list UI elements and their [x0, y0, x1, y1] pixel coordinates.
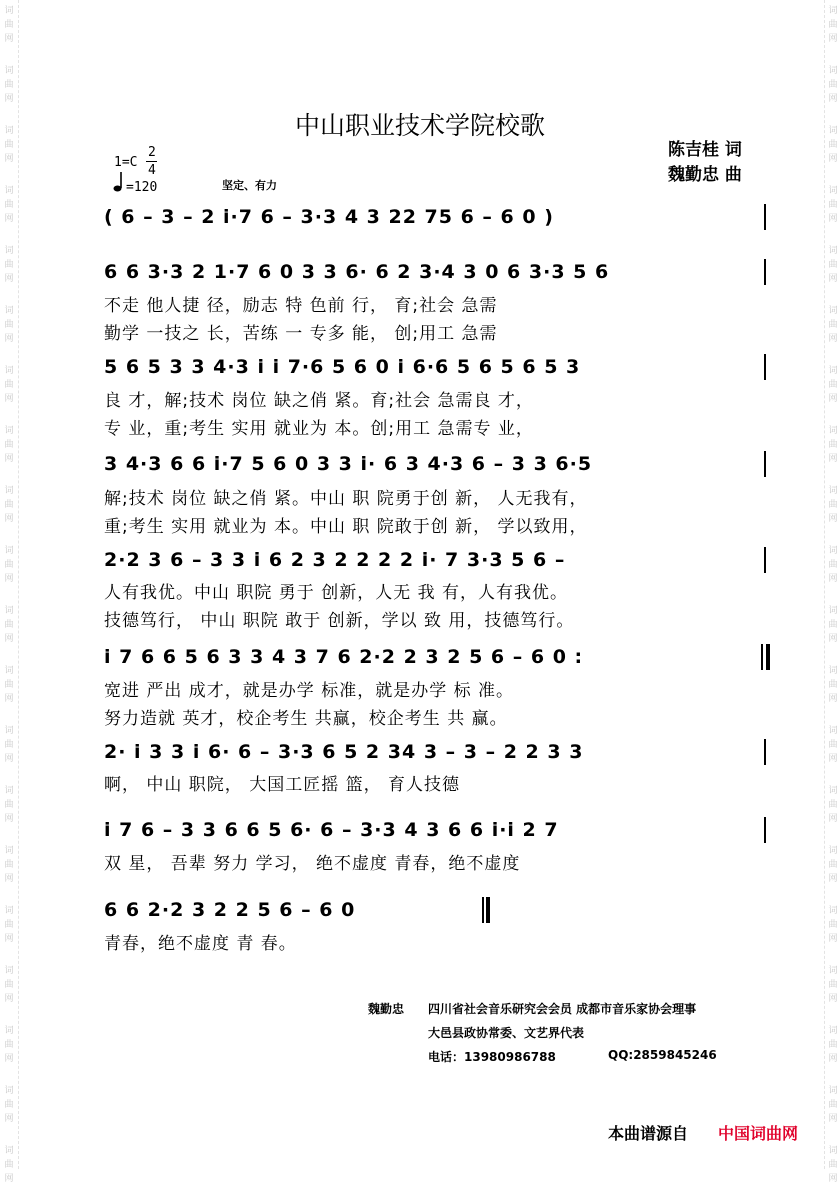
watermark-text: 词 曲 网 [4, 486, 14, 524]
lyric-line-verse1: 良 才，解;技术 岗位 缺之俏 紧。育;社会 急需良 才， [104, 391, 534, 411]
lyric-line-verse2: 勤学 一技之 长，苦练 一 专多 能， 创;用工 急需 [104, 324, 498, 344]
expression-marking: 坚定、有力 [222, 179, 277, 192]
lyric-line-verse2: 重;考生 实用 就业为 本。中山 职 院敢于创 新， 学以致用， [104, 517, 588, 537]
source-label: 本曲谱源自 [608, 1124, 689, 1143]
notation-row [104, 202, 772, 232]
watermark-text: 词 曲 网 [4, 126, 14, 164]
source-site-link[interactable]: 中国词曲网 [718, 1124, 799, 1143]
lyric-line-verse2: 努力造就 英才，校企考生 共赢，校企考生 共 赢。 [104, 709, 508, 729]
time-signature-denominator: 4 [148, 163, 156, 178]
watermark-text: 词 曲 网 [828, 1086, 838, 1124]
watermark-text: 词 曲 网 [828, 366, 838, 404]
notation-row [104, 737, 772, 767]
watermark-text: 词 曲 网 [4, 1086, 14, 1124]
watermark-text: 词 曲 网 [828, 786, 838, 824]
watermark-text: 词 曲 网 [828, 6, 838, 44]
lyric-line: 青春，绝不虚度 青 春。 [104, 934, 297, 954]
watermark-text: 词 曲 网 [4, 846, 14, 884]
watermark-text: 词 曲 网 [4, 666, 14, 704]
lyric-line: 双 星， 吾辈 努力 学习， 绝不虚度 青春，绝不虚度 [104, 854, 521, 874]
notation-row [104, 352, 772, 382]
notation-row [104, 815, 772, 845]
notation-row [104, 257, 772, 287]
notation-row [104, 449, 772, 479]
watermark-text: 词 曲 网 [828, 246, 838, 284]
jianpu-notes: i 7 6 – 3 3 6 6 5 6· 6 – 3·3 4 3 6 6 i·i 2 7 [104, 819, 559, 841]
jianpu-notes: 6 6 2·2 3 2 2 5 6 – 6 0 [104, 899, 356, 921]
author-position: 大邑县政协常委、文艺界代表 [428, 1026, 585, 1040]
composer-credit: 魏勤忠 曲 [668, 165, 742, 185]
time-signature-numerator: 2 [148, 145, 156, 160]
lyric-line-verse1: 不走 他人捷 径，励志 特 色前 行， 育;社会 急需 [104, 296, 498, 316]
watermark-text: 词 曲 网 [4, 1026, 14, 1064]
lyric-line: 啊， 中山 职院， 大国工匠摇 篮， 育人技德 [104, 775, 461, 795]
watermark-text: 词 曲 网 [4, 966, 14, 1004]
watermark-text: 词 曲 网 [828, 426, 838, 464]
watermark-text: 词 曲 网 [828, 546, 838, 584]
watermark-text: 词 曲 网 [4, 186, 14, 224]
watermark-text: 词 曲 网 [828, 186, 838, 224]
watermark-text: 词 曲 网 [4, 246, 14, 284]
jianpu-notes: 5 6 5 3 3 4·3 i i 7·6 5 6 0 i 6·6 5 6 5 6 5 3 [104, 356, 581, 378]
jianpu-notes: 2·2 3 6 – 3 3 i 6 2 3 2 2 2 2 i· 7 3·3 5 6 – [104, 549, 566, 571]
tempo-marking: =120 [126, 180, 158, 195]
watermark-text: 词 曲 网 [828, 666, 838, 704]
watermark-text: 词 曲 网 [4, 546, 14, 584]
watermark-text: 词 曲 网 [4, 786, 14, 824]
watermark-text: 词 曲 网 [828, 306, 838, 344]
author-qq: QQ:2859845246 [608, 1048, 717, 1062]
quarter-note-icon [112, 170, 126, 194]
watermark-text: 词 曲 网 [4, 606, 14, 644]
key-signature: 1=C [114, 155, 138, 170]
jianpu-notes: i 7 6 6 5 6 3 3 4 3 7 6 2·2 2 3 2 5 6 – 6 0 : [104, 646, 584, 668]
notation-row [104, 642, 772, 672]
jianpu-notes: 2· i 3 3 i 6· 6 – 3·3 6 5 2 34 3 – 3 – 2 2 3 3 [104, 741, 584, 763]
jianpu-notes: 6 6 3·3 2 1·7 6 0 3 3 6· 6 2 3·4 3 0 6 3·3 5 6 [104, 261, 610, 283]
watermark-text: 词 曲 网 [828, 906, 838, 944]
author-phone: 电话：13980986788 [428, 1050, 556, 1064]
author-name: 魏勤忠 [368, 1002, 405, 1016]
lyric-line-verse1: 宽进 严出 成才，就是办学 标准，就是办学 标 准。 [104, 681, 515, 701]
watermark-text: 词 曲 网 [828, 846, 838, 884]
watermark-text: 词 曲 网 [828, 606, 838, 644]
lyric-line-verse1: 解;技术 岗位 缺之俏 紧。中山 职 院勇于创 新， 人无我有， [104, 489, 588, 509]
lyric-line-verse2: 技德笃行， 中山 职院 敢于 创新，学以 致 用，技德笃行。 [104, 611, 575, 631]
page-title: 中山职业技术学院校歌 [294, 111, 545, 140]
watermark-text: 词 曲 网 [4, 6, 14, 44]
watermark-text: 词 曲 网 [4, 1146, 14, 1184]
watermark-text: 词 曲 网 [828, 1146, 838, 1184]
watermark-text: 词 曲 网 [4, 426, 14, 464]
watermark-text: 词 曲 网 [4, 366, 14, 404]
author-memberships: 四川省社会音乐研究会会员 成都市音乐家协会理事 [428, 1002, 697, 1016]
watermark-text: 词 曲 网 [4, 726, 14, 764]
jianpu-notes: 3 4·3 6 6 i·7 5 6 0 3 3 i· 6 3 4·3 6 – 3 3 6·5 [104, 453, 593, 475]
lyric-line-verse2: 专 业，重;考生 实用 就业为 本。创;用工 急需专 业， [104, 419, 534, 439]
watermark-text: 词 曲 网 [828, 66, 838, 104]
watermark-text: 词 曲 网 [828, 726, 838, 764]
notation-row [104, 545, 772, 575]
lyric-line-verse1: 人有我优。中山 职院 勇于 创新，人无 我 有，人有我优。 [104, 583, 569, 603]
watermark-text: 词 曲 网 [4, 906, 14, 944]
watermark-text: 词 曲 网 [828, 966, 838, 1004]
watermark-text: 词 曲 网 [828, 126, 838, 164]
jianpu-notes: ( 6 – 3 – 2 i·7 6 – 3·3 4 3 22 75 6 – 6 0 ) [104, 206, 554, 228]
watermark-text: 词 曲 网 [4, 66, 14, 104]
watermark-text: 词 曲 网 [828, 1026, 838, 1064]
lyricist-credit: 陈吉桂 词 [668, 140, 742, 160]
time-signature-rule [146, 161, 157, 162]
watermark-text: 词 曲 网 [828, 486, 838, 524]
watermark-text: 词 曲 网 [4, 306, 14, 344]
notation-row [104, 895, 772, 925]
